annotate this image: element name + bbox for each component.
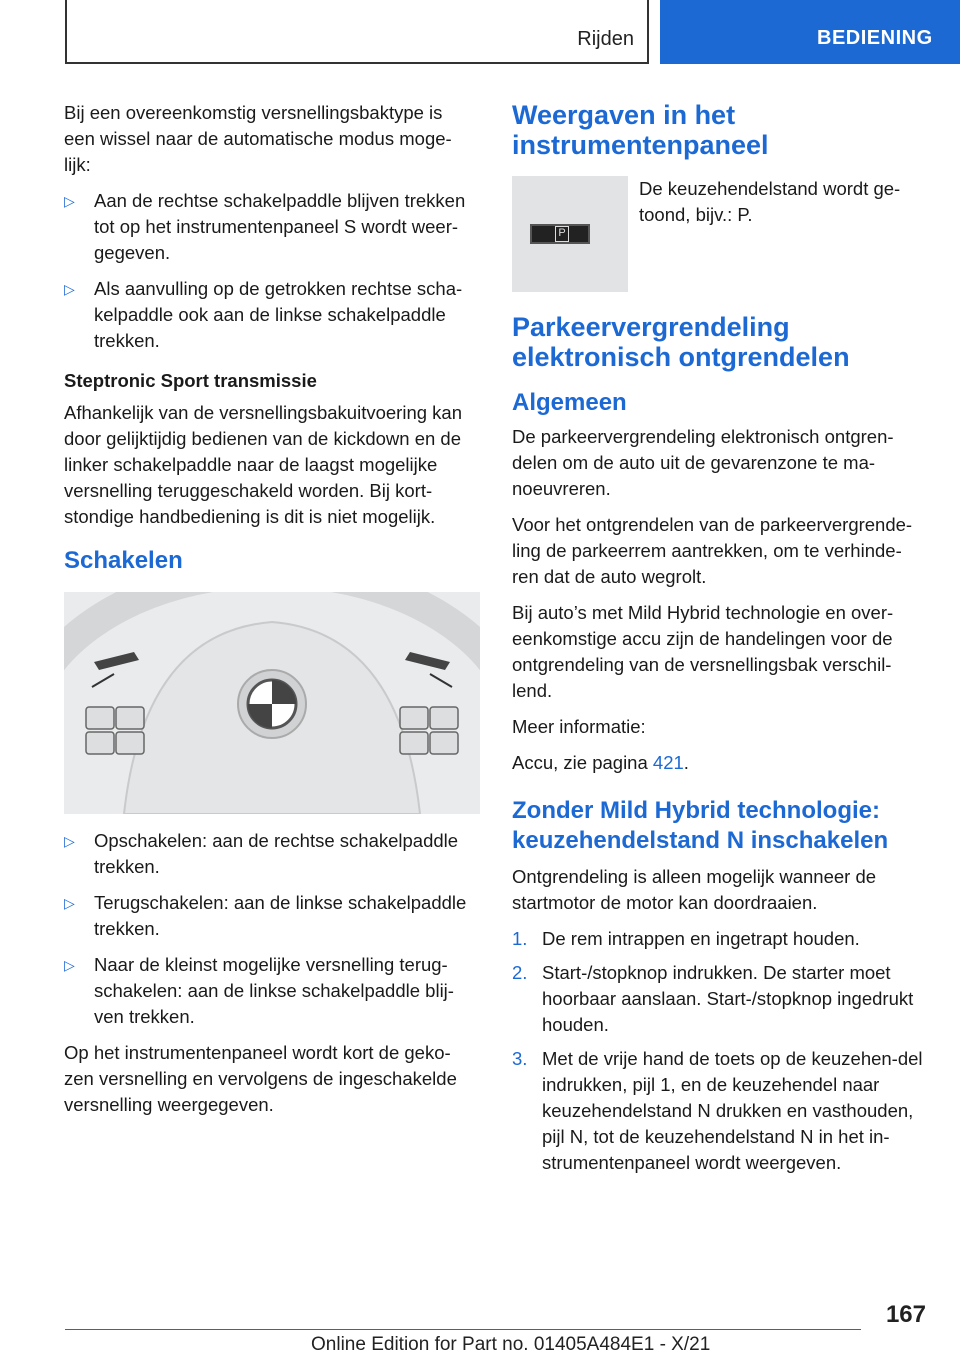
instrument-display-row <box>512 176 928 292</box>
steptronic-heading: Steptronic Sport transmissie <box>64 370 317 391</box>
list-item: 2. Start-/stopknop indrukken. De starter moet hoorbaar aanslaan. Start-/stopknop ingedrukt houden. <box>512 962 914 1035</box>
weergaven-heading: Weergaven in het instrumentenpaneel <box>512 100 769 160</box>
list-item: ▷ Terugschakelen: aan de linkse schakelpaddle trekken. <box>64 892 467 939</box>
list-item: ▷ Naar de kleinst mogelijke versnelling terug-schakelen: aan de linkse schakelpaddle blij-ven trekken. <box>64 954 454 1027</box>
meer-info: Meer informatie: <box>512 716 646 737</box>
algemeen-paragraph-2: Voor het ontgrendelen van de parkeervergrende-ling de parkeerrem aantrekken, om te verhinde-ren dat de auto wegrolt. <box>512 514 913 587</box>
step-number: 3. <box>512 1048 528 1069</box>
header-section: Rijden <box>577 28 634 50</box>
algemeen-heading: Algemeen <box>512 389 627 416</box>
gear-indicator-icon: P <box>530 224 590 244</box>
steering-wheel-icon <box>64 592 480 814</box>
zonder-heading: Zonder Mild Hybrid technologie: keuzehendelstand N inschakelen <box>512 797 889 854</box>
header-box <box>65 0 649 64</box>
list-item: ▷ Opschakelen: aan de rechtse schakelpaddle trekken. <box>64 830 459 877</box>
right-column <box>512 100 928 1184</box>
zonder-paragraph: Ontgrendeling is alleen mogelijk wanneer de startmotor de motor kan doordraaien. <box>512 866 877 913</box>
list-item: 3. Met de vrije hand de toets op de keuzehen-del indrukken, pijl 1, en de keuzehendel naar keuzehendelstand N drukken en vasthouden, pijl N, tot de keuzehendelstand N in het in-strumentenpaneel wordt weergeven. <box>512 1048 923 1173</box>
steering-wheel-illustration <box>64 592 480 814</box>
algemeen-paragraph-3: Bij auto’s met Mild Hybrid technologie en over-eenkomstige accu zijn de handelingen voor de ontgrendeling van de versnellingsbak verschil-lend. <box>512 602 894 701</box>
accu-reference: Accu, zie pagina 421. <box>512 752 689 773</box>
left-column <box>64 100 478 1128</box>
closing-paragraph: Op het instrumentenpaneel wordt kort de geko-zen versnelling en vervolgens de ingeschakelde versnelling weergegeven. <box>64 1042 457 1115</box>
list-item: 1. De rem intrappen en ingetrapt houden. <box>512 926 928 952</box>
list-item: ▷ Als aanvulling op de getrokken rechtse scha-kelpaddle ook aan de linkse schakelpaddle trekken. <box>64 278 463 351</box>
weergaven-text: De keuzehendelstand wordt ge-toond, bijv.: P. <box>639 178 901 225</box>
parkeer-heading: Parkeervergrendeling elektronisch ontgrendelen <box>512 312 850 372</box>
instrument-display-image <box>512 176 628 292</box>
schakelen-heading: Schakelen <box>64 547 183 574</box>
step-number: 1. <box>512 928 528 949</box>
list-item: ▷ Aan de rechtse schakelpaddle blijven trekken tot op het instrumentenpaneel S wordt weer-gegeven. <box>64 190 466 263</box>
triangle-bullet-icon: ▷ <box>64 957 75 973</box>
triangle-bullet-icon: ▷ <box>64 193 75 209</box>
page-number: 167 <box>885 1301 926 1328</box>
header-chapter: BEDIENING <box>660 0 960 64</box>
triangle-bullet-icon: ▷ <box>64 281 75 297</box>
footer-edition: Online Edition for Part no. 01405A484E1 - X/21 <box>311 1334 711 1355</box>
triangle-bullet-icon: ▷ <box>64 833 75 849</box>
algemeen-paragraph-1: De parkeervergrendeling elektronisch ontgren-delen om de auto uit de gevarenzone te ma-noeuvreren. <box>512 426 894 499</box>
triangle-bullet-icon: ▷ <box>64 895 75 911</box>
accu-page-link[interactable]: 421 <box>652 752 684 773</box>
step-number: 2. <box>512 962 528 983</box>
steptronic-paragraph: Afhankelijk van de versnellingsbakuitvoering kan door gelijktijdig bedienen van de kickdown en de linker schakelpaddle naar de laagst mogelijke versnelling teruggeschakeld worden. Bij kort-stondige handbediening is dit is niet mogelijk. <box>64 402 462 527</box>
footer-divider <box>65 1329 861 1330</box>
intro-paragraph: Bij een overeenkomstig versnellingsbaktype is een wissel naar de automatische modus moge-lijk: <box>64 102 452 175</box>
